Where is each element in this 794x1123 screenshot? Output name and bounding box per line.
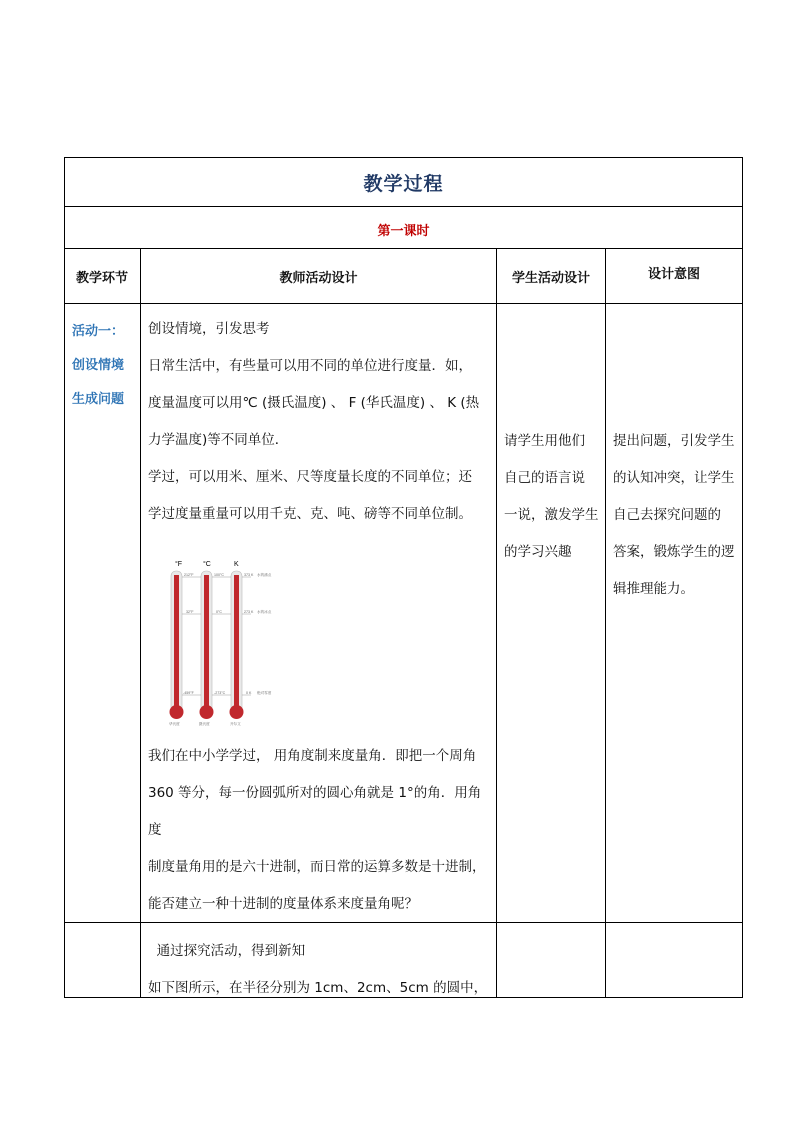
text-line: 创设情境，引发思考 <box>148 321 270 337</box>
text-line: 学过度量重量可以用千克、克、吨、磅等不同单位制。 <box>148 506 472 522</box>
text-line: 360 等分，每一份圆弧所对的圆心角就是 1°的角．用角度 <box>148 785 482 838</box>
design-intent-text <box>613 423 739 608</box>
tick-label: -273°C <box>214 691 226 695</box>
text-line: 辑推理能力。 <box>613 581 694 597</box>
thermometer-celsius <box>200 571 214 719</box>
tick-label: 212°F <box>184 573 194 577</box>
teacher-activity-text-continued <box>148 738 493 923</box>
thermometer-caption: 摄氏度 <box>199 722 210 726</box>
tick-label: 373 K <box>244 573 254 577</box>
column-header-teacher: 教师活动设计 <box>279 271 358 286</box>
lesson-table <box>64 157 743 998</box>
table-rule <box>64 303 743 304</box>
text-line: 日常生活中，有些量可以用不同的单位进行度量．如， <box>148 358 472 374</box>
text-line: 的认知冲突，让学生 <box>613 470 735 486</box>
column-divider <box>605 248 606 998</box>
reference-caption: 水的冰点 <box>257 610 272 614</box>
reference-caption: 水的沸点 <box>257 573 272 577</box>
text-line: 自己去探究问题的 <box>613 507 721 523</box>
page-title: 教学过程 <box>363 173 444 195</box>
thermometer-caption: 华氏度 <box>169 722 180 726</box>
text-line: 一说，激发学生 <box>504 507 599 523</box>
tick-label: 100°C <box>214 573 225 577</box>
table-border-right <box>742 157 743 998</box>
text-line: 答案，锻炼学生的逻 <box>613 544 735 560</box>
text-line: 度量温度可以用℃ (摄氏温度) 、 F (华氏温度) 、 K (热 <box>148 395 480 411</box>
text-line: 的学习兴趣 <box>504 544 572 560</box>
student-activity-text <box>504 423 604 571</box>
table-rule <box>64 248 743 249</box>
text-line: 请学生用他们 <box>504 433 585 449</box>
text-line: 力学温度)等不同单位． <box>148 432 289 448</box>
text-line: 提出问题，引发学生 <box>613 433 735 449</box>
tick-label: 0°C <box>216 610 223 614</box>
tick-label: -459°F <box>183 691 194 695</box>
unit-label: °C <box>203 561 211 568</box>
text-line: 能否建立一种十进制的度量体系来度量角呢？ <box>148 896 418 912</box>
unit-label: K <box>234 561 239 568</box>
column-divider <box>496 248 497 998</box>
activity-label <box>72 315 142 417</box>
text-line: 自己的语言说 <box>504 470 585 486</box>
text-line: 我们在中小学学过， 用角度制来度量角．即把一个周角 <box>148 748 477 764</box>
text-line: 制度量角用的是六十进制，而日常的运算多数是十进制， <box>148 859 486 875</box>
lesson-period: 第一课时 <box>377 224 430 239</box>
column-header-segment: 教学环节 <box>75 271 128 286</box>
activity-label-line: 活动一： <box>72 324 125 339</box>
activity-label-line: 生成问题 <box>72 392 125 407</box>
thermometer-caption: 开尔文 <box>230 722 241 726</box>
tick-label: 273 K <box>244 610 254 614</box>
table-rule <box>64 206 743 207</box>
thermometer-illustration <box>161 555 311 727</box>
activity-two-text <box>148 933 493 1007</box>
activity-label-line: 创设情境 <box>72 358 125 373</box>
thermometer-fahrenheit <box>170 571 184 719</box>
column-header-intent: 设计意图 <box>647 267 700 282</box>
text-line: 如下图所示，在半径分别为 1cm、2cm、5cm 的圆中， <box>148 980 488 996</box>
text-line: 通过探究活动，得到新知 <box>148 943 306 959</box>
thermometer-kelvin <box>230 571 244 719</box>
teacher-activity-text <box>148 311 493 533</box>
tick-label: 32°F <box>186 610 194 614</box>
text-line: 学过，可以用米、厘米、尺等度量长度的不同单位；还 <box>148 469 472 485</box>
column-header-student: 学生活动设计 <box>511 271 590 286</box>
table-border-top <box>64 157 743 158</box>
reference-caption: 绝对零度 <box>257 691 272 695</box>
unit-label: °F <box>175 561 183 568</box>
tick-label: 0 K <box>246 691 252 695</box>
